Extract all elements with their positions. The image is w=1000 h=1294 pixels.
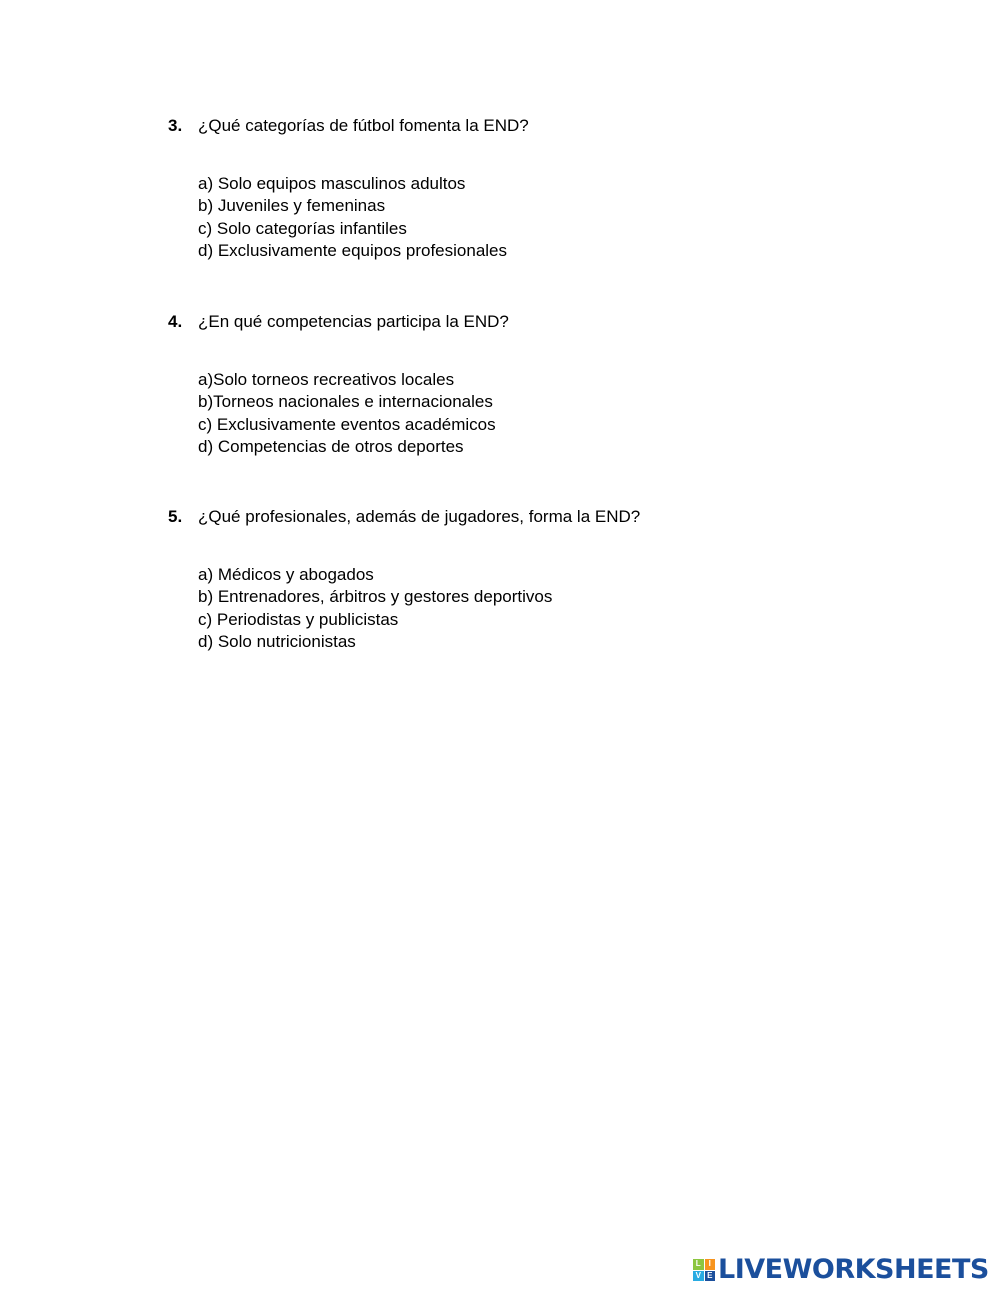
mark-letter-v: V <box>693 1271 704 1282</box>
question-4 <box>168 311 868 456</box>
answer-option-c[interactable]: c) Exclusivamente eventos académicos <box>198 414 496 434</box>
answer-option-d[interactable]: d) Competencias de otros deportes <box>198 436 464 456</box>
answer-option-b[interactable]: b) Juveniles y femeninas <box>198 196 386 216</box>
question-5 <box>168 506 868 651</box>
question-number: 4. <box>168 312 183 331</box>
answer-option-b[interactable]: b) Entrenadores, árbitros y gestores deportivos <box>198 587 553 607</box>
liveworksheets-wordmark: LIVEWORKSHEETS <box>718 1254 989 1285</box>
answer-option-c[interactable]: c) Periodistas y publicistas <box>198 609 399 629</box>
answer-option-a[interactable]: a) Solo equipos masculinos adultos <box>198 174 466 193</box>
question-number: 3. <box>168 116 183 135</box>
mark-letter-i: I <box>705 1259 716 1270</box>
answer-option-a[interactable]: a)Solo torneos recreativos locales <box>198 370 455 389</box>
answer-options <box>198 173 507 262</box>
question-text: ¿Qué profesionales, además de jugadores, forma la END? <box>198 507 641 526</box>
answer-option-d[interactable]: d) Exclusivamente equipos profesionales <box>198 240 508 260</box>
answer-options <box>198 564 552 653</box>
question-header <box>168 506 868 528</box>
question-text: ¿Qué categorías de fútbol fomenta la END? <box>198 116 529 135</box>
question-header <box>168 115 868 137</box>
question-header <box>168 311 868 333</box>
question-3 <box>168 115 868 260</box>
answer-option-d[interactable]: d) Solo nutricionistas <box>198 631 356 651</box>
mark-letter-l: L <box>693 1259 704 1270</box>
answer-option-c[interactable]: c) Solo categorías infantiles <box>198 218 407 238</box>
liveworksheets-mark-icon <box>693 1259 715 1281</box>
answer-option-b[interactable]: b)Torneos nacionales e internacionales <box>198 392 493 412</box>
question-text: ¿En qué competencias participa la END? <box>198 312 509 331</box>
question-number: 5. <box>168 507 183 526</box>
answer-option-a[interactable]: a) Médicos y abogados <box>198 565 374 584</box>
mark-letter-e: E <box>705 1271 716 1282</box>
liveworksheets-logo <box>693 1255 989 1285</box>
answer-options <box>198 369 496 458</box>
